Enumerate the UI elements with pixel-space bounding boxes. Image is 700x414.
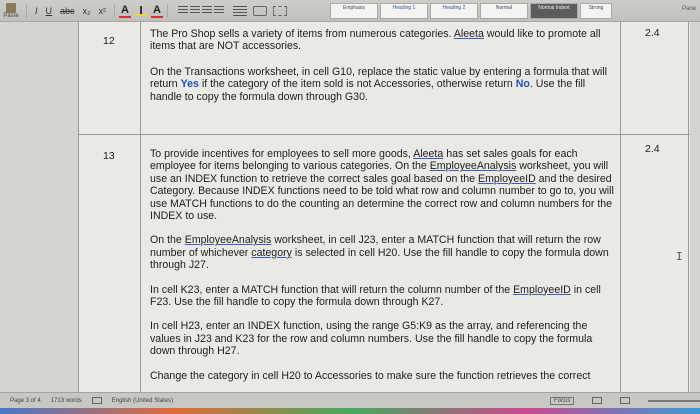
table-border: [620, 22, 621, 392]
paragraph: In cell H23, enter an INDEX function, using the range G5:K9 as the array, and referencing the values in J23 and K23 for the row and column numbers. Use the fill handle to copy the formula down through H27.: [150, 320, 593, 358]
style-emphasis[interactable]: Emphasis: [330, 3, 378, 19]
keyword-yes: Yes: [180, 78, 199, 91]
table-border: [688, 22, 689, 392]
points-value: 2.4: [645, 143, 660, 155]
proofing-icon[interactable]: [92, 397, 102, 404]
superscript-button[interactable]: x²: [98, 5, 107, 16]
style-normal-indent[interactable]: Normal Indent: [530, 3, 578, 19]
shading-icon[interactable]: [253, 6, 267, 16]
borders-icon[interactable]: [273, 6, 287, 16]
divider: [167, 4, 168, 18]
language-indicator[interactable]: English (United States): [111, 397, 174, 404]
subscript-button[interactable]: x₂: [82, 5, 91, 16]
ribbon-toolbar: [0, 0, 700, 22]
focus-button[interactable]: Focus: [550, 397, 574, 405]
highlight-icon[interactable]: [134, 6, 148, 16]
document-canvas: [0, 22, 700, 392]
paragraph: The Pro Shop sells a variety of items from numerous categories. Aleeta would like to promote all items that are NOT accessories.: [150, 28, 601, 53]
text-effects-icon[interactable]: A: [152, 3, 161, 16]
styles-gallery: [330, 3, 612, 19]
web-layout-icon[interactable]: [620, 397, 630, 404]
align-left-icon[interactable]: [178, 6, 188, 15]
word-count[interactable]: 1713 words: [50, 397, 82, 404]
paragraph: To provide incentives for employees to sell more goods, Aleeta has set sales goals for each employee for items belonging to various categories. On the EmployeeAnalysis worksheet, you will use an INDEX function to retrieve the correct sales goal based on the EmployeeID and the desired Category. Because INDEX functions need to be told what row and column number to go to, you will use MATCH functions to do the counting an determine the correct row and column numbers for the INDEX to use.: [150, 148, 614, 223]
style-normal[interactable]: Normal: [480, 3, 528, 19]
style-heading-2[interactable]: Heading 2: [430, 3, 478, 19]
line-spacing-icon[interactable]: [233, 6, 247, 16]
style-strong[interactable]: Strong: [580, 3, 612, 19]
align-center-icon[interactable]: [190, 6, 200, 15]
divider: [114, 4, 115, 18]
step-13-text: [150, 148, 615, 382]
paragraph: On the Transactions worksheet, in cell G10, replace the static value by entering a formula that will return Yes if the category of the item sold is not Accessories, otherwise return No. Use the fill handle to copy the formula down through G30.: [150, 65, 607, 103]
underline-button[interactable]: U: [45, 5, 53, 16]
dock-bar: [0, 408, 700, 414]
zoom-slider[interactable]: [648, 400, 700, 402]
align-right-icon[interactable]: [202, 6, 212, 15]
step-12-text: [150, 28, 615, 103]
row-divider: [78, 134, 690, 135]
paste-icon: [6, 3, 16, 13]
italic-button[interactable]: I: [35, 5, 38, 16]
paste-button[interactable]: [0, 3, 22, 19]
print-layout-icon[interactable]: [592, 397, 602, 404]
view-controls: [540, 397, 700, 405]
alignment-group: [178, 6, 224, 15]
paragraph: Change the category in cell H20 to Accessories to make sure the function retrieves the correct: [150, 369, 591, 382]
paste-label: Paste: [3, 12, 19, 19]
table-border: [140, 22, 141, 392]
justify-icon[interactable]: [214, 6, 224, 15]
style-heading-1[interactable]: Heading 1: [380, 3, 428, 19]
text-cursor-icon: I: [676, 250, 683, 263]
points-value: 2.4: [645, 27, 660, 39]
divider: [26, 4, 27, 18]
styles-pane-button[interactable]: Pane: [681, 6, 696, 12]
step-number: 12: [103, 35, 115, 47]
strikethrough-button[interactable]: abc: [60, 5, 75, 16]
name-aleeta: Aleeta: [453, 28, 484, 40]
table-border: [78, 22, 79, 392]
font-color-icon[interactable]: A: [121, 3, 129, 16]
page-count[interactable]: Page 3 of 4: [10, 397, 41, 404]
left-margin: [0, 22, 78, 392]
keyword-no: No: [515, 78, 530, 91]
step-number: 13: [103, 150, 115, 162]
paragraph: In cell K23, enter a MATCH function that will return the column number of the EmployeeID in cell F23. Use the fill handle to copy the formula down through K27.: [150, 283, 601, 309]
paragraph: On the EmployeeAnalysis worksheet, in cell J23, enter a MATCH function that will return the row number of whichever category is selected in cell H20. Use the fill handle to copy the formula down through J27.: [150, 234, 609, 272]
status-bar: [0, 392, 700, 408]
